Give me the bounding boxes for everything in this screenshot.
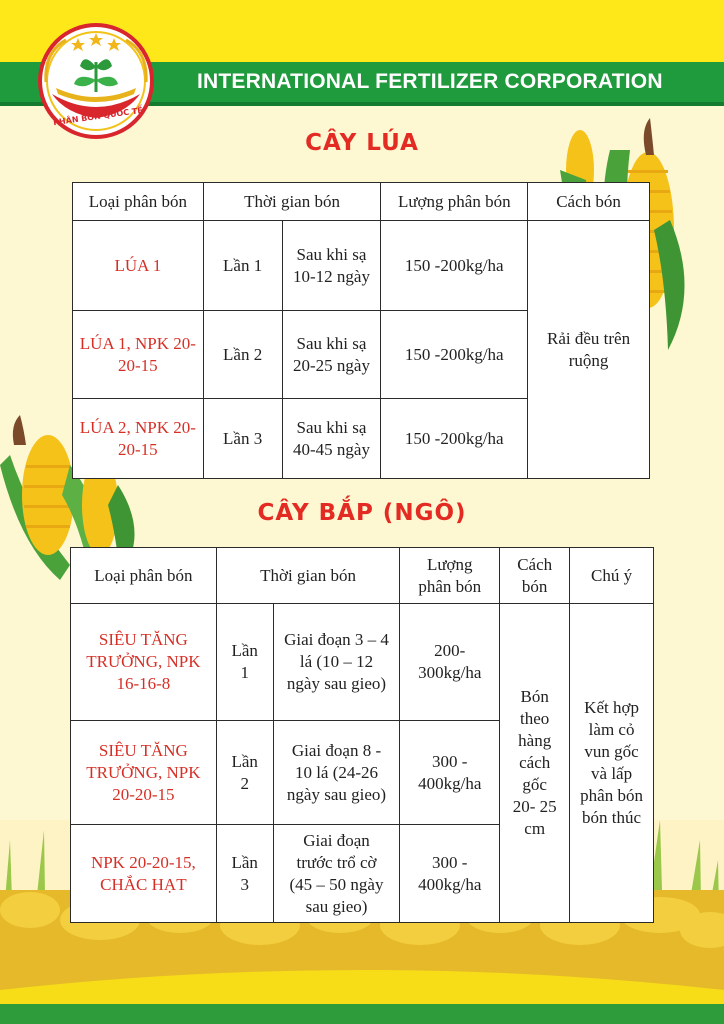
product-cell: NPK 20-20-15, CHẮC HẠT: [71, 825, 217, 923]
corn-section-title: CÂY BẮP (NGÔ): [257, 500, 467, 526]
timing-cell: Sau khi sạ 40-45 ngày: [282, 399, 381, 479]
method-cell: Bón theo hàng cách gốc 20- 25 cm: [500, 604, 570, 923]
column-header: Thời gian bón: [203, 183, 381, 221]
timing-cell: Giai đoạn 3 – 4 lá (10 – 12 ngày sau gieo): [273, 604, 400, 721]
column-header: Cách bón: [500, 548, 570, 604]
timing-cell: Giai đoạn trước trổ cờ (45 – 50 ngày sau gieo): [273, 825, 400, 923]
round-cell: Lần 3: [203, 399, 282, 479]
timing-cell: Sau khi sạ 20-25 ngày: [282, 311, 381, 399]
round-cell: Lần 1: [203, 221, 282, 311]
product-cell: LÚA 1: [73, 221, 204, 311]
amount-cell: 300 - 400kg/ha: [400, 721, 500, 825]
column-header: Loại phân bón: [71, 548, 217, 604]
company-logo: [26, 22, 166, 140]
amount-cell: 150 -200kg/ha: [381, 399, 528, 479]
timing-cell: Sau khi sạ 10-12 ngày: [282, 221, 381, 311]
corn-fertilizer-table: [70, 547, 654, 923]
product-cell: SIÊU TĂNG TRƯỞNG, NPK 16-16-8: [71, 604, 217, 721]
company-name: INTERNATIONAL FERTILIZER CORPORATION: [197, 70, 663, 93]
table-header-row: [71, 548, 654, 604]
amount-cell: 300 - 400kg/ha: [400, 825, 500, 923]
logo-text: PHÂN BÓN QUỐC TẾ: [52, 105, 144, 128]
column-header: Cách bón: [528, 183, 650, 221]
table-row: [71, 604, 654, 721]
round-cell: Lần 1: [216, 604, 273, 721]
rice-fertilizer-table: [72, 182, 650, 479]
method-cell: Rải đều trên ruộng: [528, 221, 650, 479]
product-cell: LÚA 1, NPK 20-20-15: [73, 311, 204, 399]
round-cell: Lần 3: [216, 825, 273, 923]
round-cell: Lần 2: [216, 721, 273, 825]
note-cell: Kết hợp làm cỏ vun gốc và lấp phân bón bón thúc: [570, 604, 654, 923]
amount-cell: 150 -200kg/ha: [381, 311, 528, 399]
timing-cell: Giai đoạn 8 - 10 lá (24-26 ngày sau gieo): [273, 721, 400, 825]
rice-section-title: CÂY LÚA: [305, 130, 419, 156]
round-cell: Lần 2: [203, 311, 282, 399]
column-header: Chú ý: [570, 548, 654, 604]
column-header: Lượng phân bón: [381, 183, 528, 221]
table-row: [73, 221, 650, 311]
column-header: Lượng phân bón: [400, 548, 500, 604]
footer-green-band: [0, 1004, 724, 1024]
amount-cell: 200-300kg/ha: [400, 604, 500, 721]
product-cell: LÚA 2, NPK 20-20-15: [73, 399, 204, 479]
table-header-row: [73, 183, 650, 221]
column-header: Loại phân bón: [73, 183, 204, 221]
product-cell: SIÊU TĂNG TRƯỞNG, NPK 20-20-15: [71, 721, 217, 825]
amount-cell: 150 -200kg/ha: [381, 221, 528, 311]
column-header: Thời gian bón: [216, 548, 400, 604]
